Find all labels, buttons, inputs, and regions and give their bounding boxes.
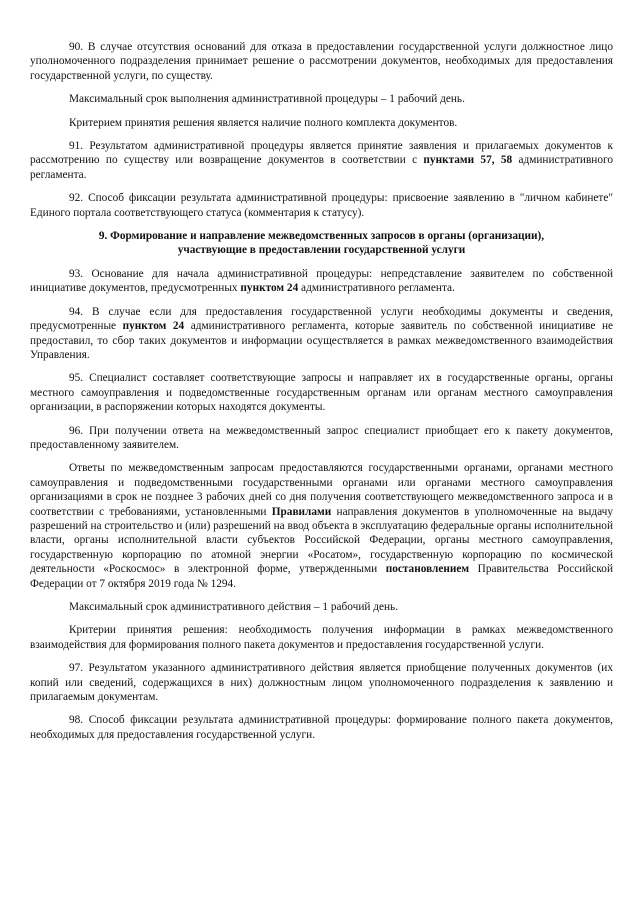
- paragraph-90-max-term: Максимальный срок выполнения административной процедуры – 1 рабочий день.: [69, 93, 465, 106]
- link-rules[interactable]: Правилами: [271, 505, 332, 518]
- paragraph-90: 90. В случае отсутствия оснований для отказа в предоставлении государственной услуги должностное лицо уполномоченного подразделения принимает решение о рассмотрении документов, необходимых для предоставления государственной услуги, по существу.: [30, 41, 613, 82]
- paragraph-98: 98. Способ фиксации результата административной процедуры: формирование полного пакета документов, необходимых для предоставления государственной услуги.: [30, 714, 613, 741]
- link-point-24[interactable]: пунктом 24: [122, 320, 185, 333]
- link-point-24[interactable]: пунктом 24: [240, 282, 299, 295]
- link-point-58[interactable]: 58: [500, 154, 513, 167]
- paragraph-92: 92. Способ фиксации результата административной процедуры: присвоение заявлению в "личном кабинете" Единого портала соответствующего статуса (комментария к статусу).: [30, 192, 613, 219]
- paragraph-94: 94. В случае если для предоставления государственной услуги необходимы документы и сведения, предусмотренные пунктом 24 административного регламента, которые заявитель по собственной инициативе не предоставил, то сбор таких документов и информации осуществляется в рамках межведомственного взаимодействия Управления.: [30, 305, 614, 361]
- link-resolution[interactable]: постановлением: [385, 563, 470, 576]
- paragraph-96: 96. При получении ответа на межведомственный запрос специалист приобщает его к пакету документов, предоставленному заявителем.: [30, 424, 613, 451]
- paragraph-96-criteria: Критерии принятия решения: необходимость получения информации в рамках межведомственного взаимодействия для формирования полного пакета документов и предоставления государственной услуги.: [30, 624, 613, 651]
- section-heading-9: 9. Формирование и направление межведомственных запросов в органы (организации), участвующие в предоставлении государственной услуги: [98, 230, 545, 257]
- paragraph-96-max-term: Максимальный срок административного действия – 1 рабочий день.: [69, 601, 399, 613]
- paragraph-97: 97. Результатом указанного административного действия является приобщение полученных документов (их копий или сведений, содержащихся в них) должностным лицом уполномоченного подразделения к заявлению и прилагаемым документам.: [30, 662, 613, 704]
- document-page: [30, 40, 613, 751]
- paragraph-95: 95. Специалист составляет соответствующие запросы и направляет их в государственные органы, органы местного самоуправления и подведомственные государственным органам или органам местного самоуправления организации, в распоряжении которых находятся документы.: [30, 372, 613, 414]
- link-points-57[interactable]: пунктами 57: [423, 154, 492, 167]
- paragraph-90-criterion: Критерием принятия решения является наличие полного комплекта документов.: [69, 116, 458, 129]
- paragraph-93: 93. Основание для начала административной процедуры: непредставление заявителем по собственной инициативе документов, предусмотренных пунктом 24 административного регламента.: [30, 267, 613, 295]
- paragraph-96-responses: Ответы по межведомственным запросам предоставляются государственными органами, органами местного самоуправления и подведомственными государственными органами или органами местного самоуправления организациями в срок не позднее 3 рабочих дней со дня получения соответствующего межведомственного запроса и в соответствии с требованиями, установленными Правилами направления документов в уполномоченные на выдачу разрешений на строительство и (или) разрешений на ввод объекта в эксплуатацию федеральные органы исполнительной власти, органы исполнительной власти субъектов Российской Федерации, органы местного самоуправления, государственную корпорацию по атомной энергии «Росатом», государственную корпорацию по космической деятельности «Роскосмос» в электронной форме, утвержденными постановлением Правительства Российской Федерации от 7 октября 2019 года № 1294.: [30, 462, 613, 590]
- paragraph-91: 91. Результатом административной процедуры является принятие заявления и прилагаемых документов к рассмотрению по существу или возвращение документов в соответствии с пунктами 57, 58 административного регламента.: [30, 140, 613, 181]
